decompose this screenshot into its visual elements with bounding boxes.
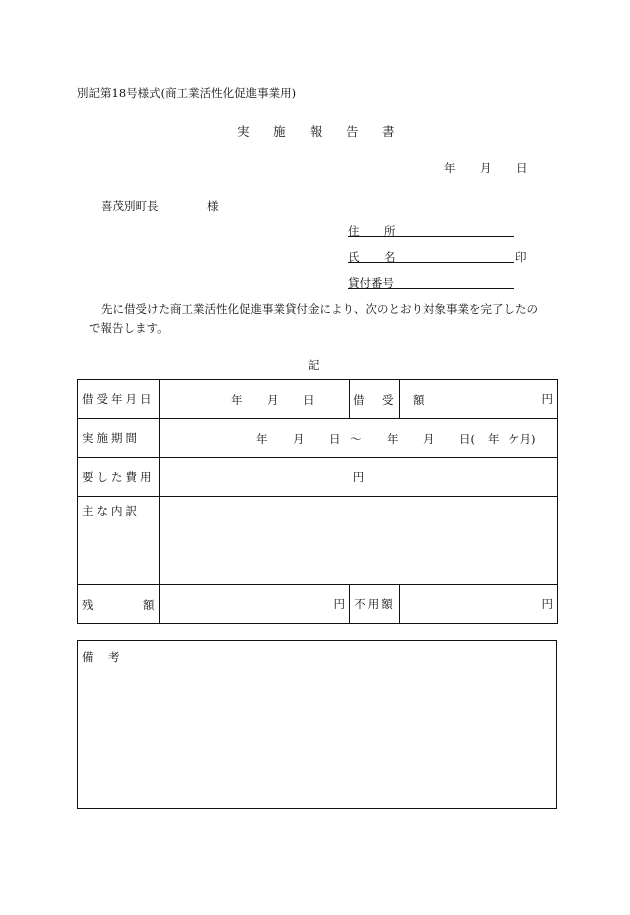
address-label: 所 [384,224,396,238]
unit-day: 日 [303,393,315,407]
notes-box[interactable] [77,640,557,809]
yen-unit: 円 [352,470,365,484]
addressee-honorific: 様 [207,199,219,213]
title-char: 施 [273,124,286,139]
cost-label: 要した費用 [78,458,160,497]
name-field[interactable] [348,262,514,263]
date-year: 年 [444,161,456,175]
borrow-date-cell[interactable] [160,380,350,419]
table-row [78,380,558,419]
address-field[interactable] [348,236,514,237]
balance-cell[interactable] [160,585,350,624]
title-char: 実 [237,124,250,139]
body-text-line1: 先に借受けた商工業活性化促進事業貸付金により、次のとおり対象事業を完了したの [101,302,538,316]
name-label: 氏 [348,250,360,264]
table-row [78,419,558,458]
date-day: 日 [516,161,528,175]
balance-label-char: 残 [82,598,94,612]
address-label: 住 [348,224,360,238]
balance-label [78,585,160,624]
period-cell[interactable] [160,419,558,458]
borrow-amount-label-char: 借 [353,393,365,407]
period-tilde: ～ [350,432,362,446]
period-year-2: 年 [387,432,399,446]
addressee-name: 喜茂別町長 [101,199,159,213]
period-label: 実施期間 [78,419,160,458]
balance-label-char: 額 [143,598,155,612]
title-char: 告 [346,124,359,139]
period-month-2: 月 [423,432,435,446]
unit-year: 年 [231,393,243,407]
borrow-amount-label [350,380,425,419]
loan-number-field[interactable] [348,288,514,289]
unused-cell[interactable] [400,585,558,624]
table-row [78,458,558,497]
period-year-1: 年 [256,432,268,446]
yen-unit: 円 [541,392,553,406]
yen-unit: 円 [541,597,553,611]
form-id: 別記第18号様式(商工業活性化促進事業用) [77,86,297,100]
table-row [78,585,558,624]
ki-heading: 記 [308,358,320,372]
loan-number-label: 貸付番号 [348,276,394,290]
borrow-date-label: 借受年月日 [78,380,160,419]
body-text-line2: で報告します。 [89,321,169,335]
notes-label-char: 備 [82,650,94,664]
borrow-amount-label-char: 受 [382,393,394,407]
cost-cell[interactable] [160,458,558,497]
breakdown-cell[interactable] [160,497,558,585]
period-year-3: 年 [488,432,500,446]
seal-mark: 印 [515,250,527,264]
period-day-2: 日( [459,432,475,446]
report-table [77,379,558,624]
unused-label: 不用額 [350,585,400,624]
unit-month: 月 [267,393,279,407]
table-row [78,497,558,585]
date-month: 月 [480,161,492,175]
title-char: 報 [310,124,323,139]
borrow-amount-label-char: 額 [413,393,425,407]
notes-label-char: 考 [108,650,120,664]
yen-unit: 円 [333,597,345,611]
period-month-1: 月 [293,432,305,446]
title-char: 書 [382,124,395,139]
name-label: 名 [384,250,396,264]
breakdown-label: 主な内訳 [78,497,160,585]
period-months: ケ月) [508,432,536,446]
period-day-1: 日 [329,432,341,446]
